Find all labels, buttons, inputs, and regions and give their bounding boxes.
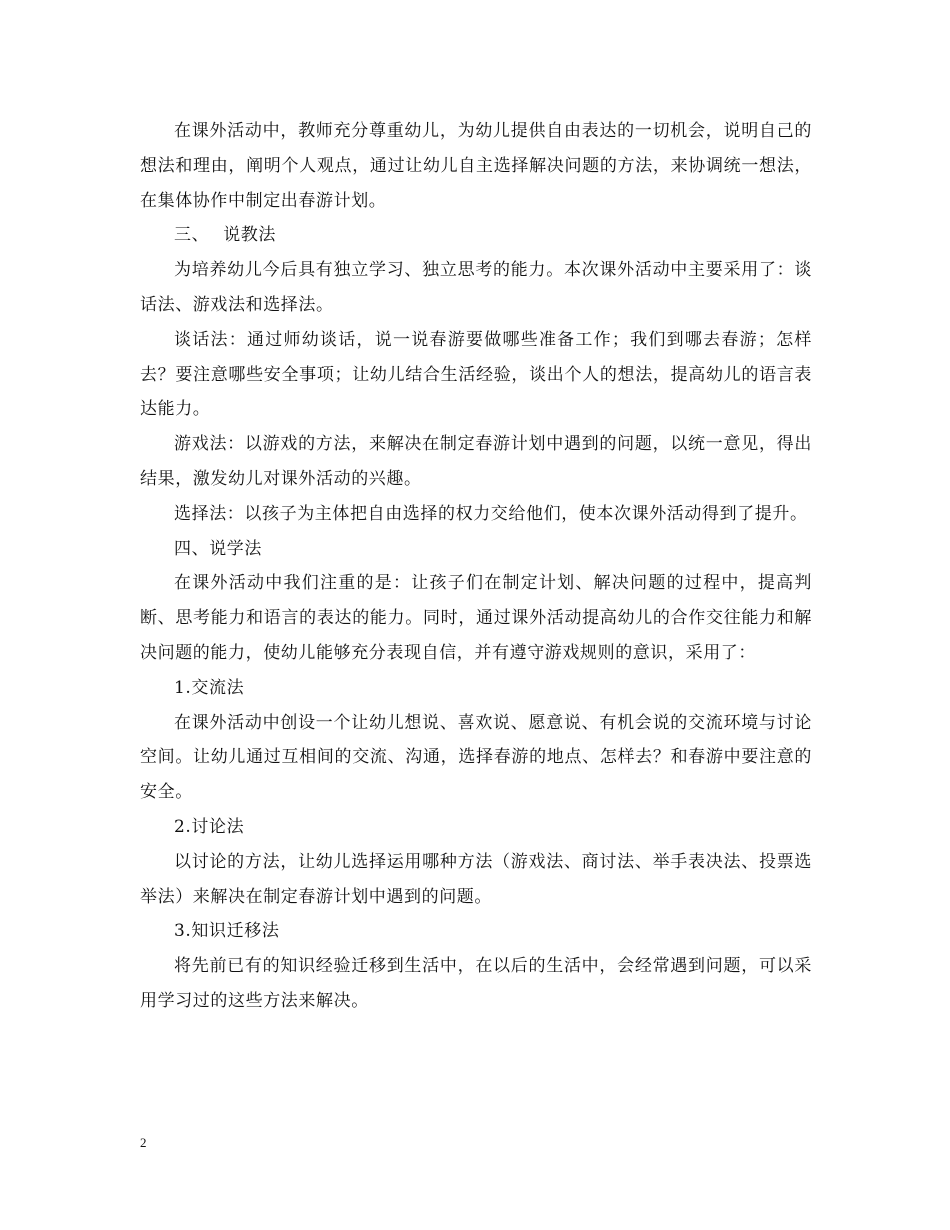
page-number: 2 [140,1135,147,1150]
subheading-knowledge-transfer-method: 3.知识迁移法 [174,921,280,942]
paragraph: 谈话法：通过师幼谈话，说一说春游要做哪些准备工作；我们到哪去春游；怎样去？要注意哪些安全事项；让幼儿结合生活经验，谈出个人的想法，提高幼儿的语言表达能力。 [140,329,812,420]
paragraph: 将先前已有的知识经验迁移到生活中，在以后的生活中，会经常遇到问题，可以采用学习过的这些方法来解决。 [140,956,812,1011]
paragraph: 选择法：以孩子为主体把自由选择的权力交给他们，使本次课外活动得到了提升。 [174,503,808,524]
section-heading-teaching-methods [140,218,812,253]
paragraph: 在课外活动中我们注重的是：让孩子们在制定计划、解决问题的过程中，提高判断、思考能力和语言的表达的能力。同时，通过课外活动提高幼儿的合作交往能力和解决问题的能力，使幼儿能够充分表现自信，并有遵守游戏规则的意识，采用了： [140,573,812,663]
paragraph: 在课外活动中，教师充分尊重幼儿，为幼儿提供自由表达的一切机会，说明自己的想法和理由，阐明个人观点，通过让幼儿自主选择解决问题的方法，来协调统一想法，在集体协作中制定出春游计划。 [140,121,812,211]
section-number: 三、 [174,225,210,246]
section-heading-learning-methods: 四、说学法 [174,538,262,559]
paragraph: 为培养幼儿今后具有独立学习、独立思考的能力。本次课外活动中主要采用了：谈话法、游戏法和选择法。 [140,260,812,315]
paragraph: 游戏法：以游戏的方法，来解决在制定春游计划中遇到的问题，以统一意见，得出结果，激发幼儿对课外活动的兴趣。 [140,434,812,489]
document-body [140,114,812,1019]
section-title: 说教法 [223,225,277,246]
subheading-discussion-method: 2.讨论法 [174,816,245,837]
subheading-communication-method: 1.交流法 [174,677,245,698]
paragraph: 以讨论的方法，让幼儿选择运用哪种方法（游戏法、商讨法、举手表决法、投票选举法）来解决在制定春游计划中遇到的问题。 [140,851,812,907]
paragraph: 在课外活动中创设一个让幼儿想说、喜欢说、愿意说、有机会说的交流环境与讨论空间。让幼儿通过互相间的交流、沟通，选择春游的地点、怎样去？和春游中要注意的安全。 [140,712,812,803]
